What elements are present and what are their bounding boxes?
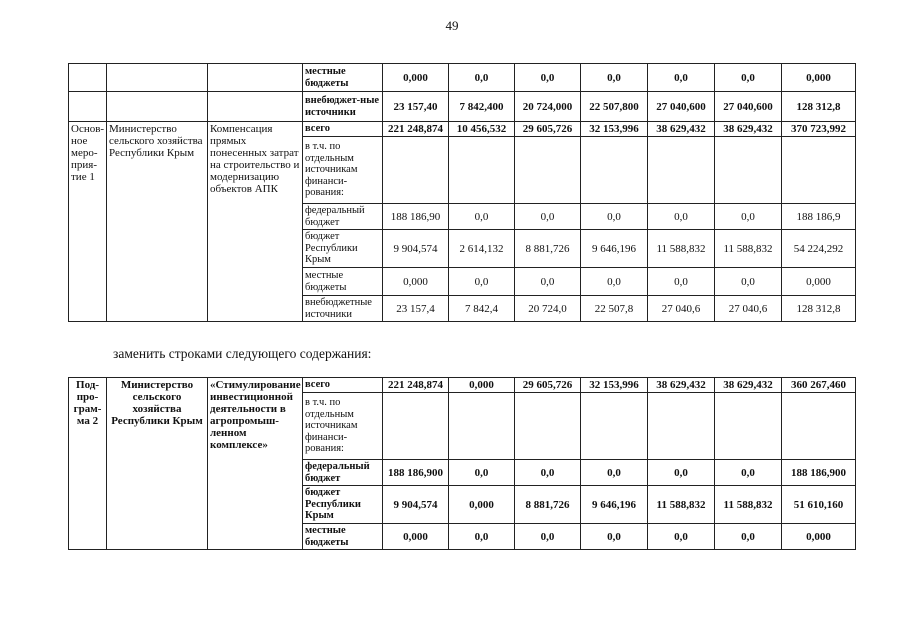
value-cell: 0,0: [715, 268, 782, 296]
value-cell: 10 456,532: [449, 122, 515, 137]
value-cell: [449, 393, 515, 460]
value-cell: 38 629,432: [715, 122, 782, 137]
empty-cell: [69, 92, 107, 122]
value-cell: [715, 393, 782, 460]
value-cell: 27 040,600: [715, 92, 782, 122]
value-cell: [449, 137, 515, 204]
value-cell: 0,000: [782, 524, 856, 550]
value-cell: 188 186,90: [383, 204, 449, 230]
source-label: в т.ч. по отдельным источникам финанси-рования:: [303, 137, 383, 204]
value-cell: 0,0: [515, 524, 581, 550]
value-cell: [581, 137, 648, 204]
empty-cell: [208, 92, 303, 122]
value-cell: 0,000: [383, 64, 449, 92]
value-cell: 0,0: [581, 204, 648, 230]
source-label: внебюджет-ные источники: [303, 92, 383, 122]
subprogram-label: Под-про-грам-ма 2: [69, 378, 107, 550]
value-cell: 0,000: [449, 486, 515, 524]
value-cell: 54 224,292: [782, 230, 856, 268]
value-cell: [515, 393, 581, 460]
value-cell: [715, 137, 782, 204]
value-cell: 0,0: [449, 460, 515, 486]
value-cell: 27 040,6: [715, 296, 782, 322]
value-cell: 0,0: [515, 64, 581, 92]
value-cell: 360 267,460: [782, 378, 856, 393]
value-cell: 22 507,800: [581, 92, 648, 122]
value-cell: [383, 137, 449, 204]
value-cell: 0,0: [648, 204, 715, 230]
value-cell: 38 629,432: [648, 122, 715, 137]
value-cell: 128 312,8: [782, 92, 856, 122]
value-cell: [782, 393, 856, 460]
value-cell: 22 507,8: [581, 296, 648, 322]
source-label: федеральный бюджет: [303, 460, 383, 486]
value-cell: 9 646,196: [581, 230, 648, 268]
value-cell: 11 588,832: [715, 230, 782, 268]
table-row: [69, 64, 856, 92]
empty-cell: [107, 64, 208, 92]
value-cell: 11 588,832: [648, 486, 715, 524]
source-label: местные бюджеты: [303, 524, 383, 550]
value-cell: [782, 137, 856, 204]
value-cell: 0,0: [581, 524, 648, 550]
value-cell: 2 614,132: [449, 230, 515, 268]
value-cell: 0,0: [648, 64, 715, 92]
empty-cell: [107, 92, 208, 122]
source-label: местные бюджеты: [303, 268, 383, 296]
value-cell: 0,0: [515, 268, 581, 296]
empty-cell: [69, 64, 107, 92]
executor-label: Министерство сельского хозяйства Республики Крым: [107, 378, 208, 550]
value-cell: 0,000: [383, 524, 449, 550]
value-cell: 0,0: [449, 64, 515, 92]
value-cell: 29 605,726: [515, 122, 581, 137]
source-label: внебюджетные источники: [303, 296, 383, 322]
value-cell: 9 904,574: [383, 230, 449, 268]
source-label: бюджет Республики Крым: [303, 230, 383, 268]
value-cell: 0,0: [581, 268, 648, 296]
value-cell: 51 610,160: [782, 486, 856, 524]
table-row: [69, 92, 856, 122]
value-cell: 23 157,4: [383, 296, 449, 322]
value-cell: 32 153,996: [581, 378, 648, 393]
value-cell: 0,0: [449, 204, 515, 230]
value-cell: 0,0: [449, 268, 515, 296]
value-cell: 0,0: [515, 204, 581, 230]
value-cell: [648, 393, 715, 460]
source-label: бюджет Республики Крым: [303, 486, 383, 524]
value-cell: 128 312,8: [782, 296, 856, 322]
value-cell: 0,0: [715, 460, 782, 486]
value-cell: 0,0: [715, 64, 782, 92]
value-cell: 221 248,874: [383, 378, 449, 393]
value-cell: 20 724,0: [515, 296, 581, 322]
table-row: [69, 378, 856, 393]
value-cell: 7 842,4: [449, 296, 515, 322]
value-cell: 0,0: [715, 524, 782, 550]
value-cell: 0,0: [515, 460, 581, 486]
page-number: 49: [445, 18, 459, 33]
empty-cell: [208, 64, 303, 92]
value-cell: 370 723,992: [782, 122, 856, 137]
value-cell: 23 157,40: [383, 92, 449, 122]
value-cell: 0,0: [581, 460, 648, 486]
value-cell: 0,0: [648, 524, 715, 550]
value-cell: 38 629,432: [648, 378, 715, 393]
source-label: всего: [303, 122, 383, 137]
funding-table-original: [68, 63, 856, 322]
value-cell: 0,0: [648, 460, 715, 486]
value-cell: 9 646,196: [581, 486, 648, 524]
value-cell: 27 040,600: [648, 92, 715, 122]
value-cell: 188 186,9: [782, 204, 856, 230]
source-label: в т.ч. по отдельным источникам финанси-рования:: [303, 393, 383, 460]
value-cell: 0,000: [782, 64, 856, 92]
value-cell: 188 186,900: [782, 460, 856, 486]
value-cell: 8 881,726: [515, 230, 581, 268]
value-cell: [581, 393, 648, 460]
value-cell: 20 724,000: [515, 92, 581, 122]
measure-name: Компенсация прямых понесенных затрат на строительство и модернизацию объектов АПК: [208, 122, 303, 322]
value-cell: 0,000: [449, 378, 515, 393]
value-cell: 0,000: [782, 268, 856, 296]
value-cell: 32 153,996: [581, 122, 648, 137]
source-label: федеральный бюджет: [303, 204, 383, 230]
value-cell: [383, 393, 449, 460]
replace-instruction: заменить строками следующего содержания:: [113, 346, 372, 361]
value-cell: 11 588,832: [715, 486, 782, 524]
table-row: [69, 122, 856, 137]
value-cell: 8 881,726: [515, 486, 581, 524]
value-cell: 221 248,874: [383, 122, 449, 137]
executor-label: Министерство сельского хозяйства Республики Крым: [107, 122, 208, 322]
value-cell: [648, 137, 715, 204]
value-cell: 0,0: [715, 204, 782, 230]
value-cell: 7 842,400: [449, 92, 515, 122]
source-label: всего: [303, 378, 383, 393]
funding-table-replacement: [68, 377, 856, 550]
value-cell: 0,000: [383, 268, 449, 296]
value-cell: 0,0: [449, 524, 515, 550]
source-label: местные бюджеты: [303, 64, 383, 92]
value-cell: 9 904,574: [383, 486, 449, 524]
value-cell: 29 605,726: [515, 378, 581, 393]
value-cell: [515, 137, 581, 204]
value-cell: 0,0: [648, 268, 715, 296]
value-cell: 11 588,832: [648, 230, 715, 268]
value-cell: 27 040,6: [648, 296, 715, 322]
subprogram-name: «Стимулирование инвестиционной деятельности в агропромыш-ленном комплексе»: [208, 378, 303, 550]
value-cell: 0,0: [581, 64, 648, 92]
value-cell: 188 186,900: [383, 460, 449, 486]
value-cell: 38 629,432: [715, 378, 782, 393]
measure-label: Основ-ное меро-прия-тие 1: [69, 122, 107, 322]
